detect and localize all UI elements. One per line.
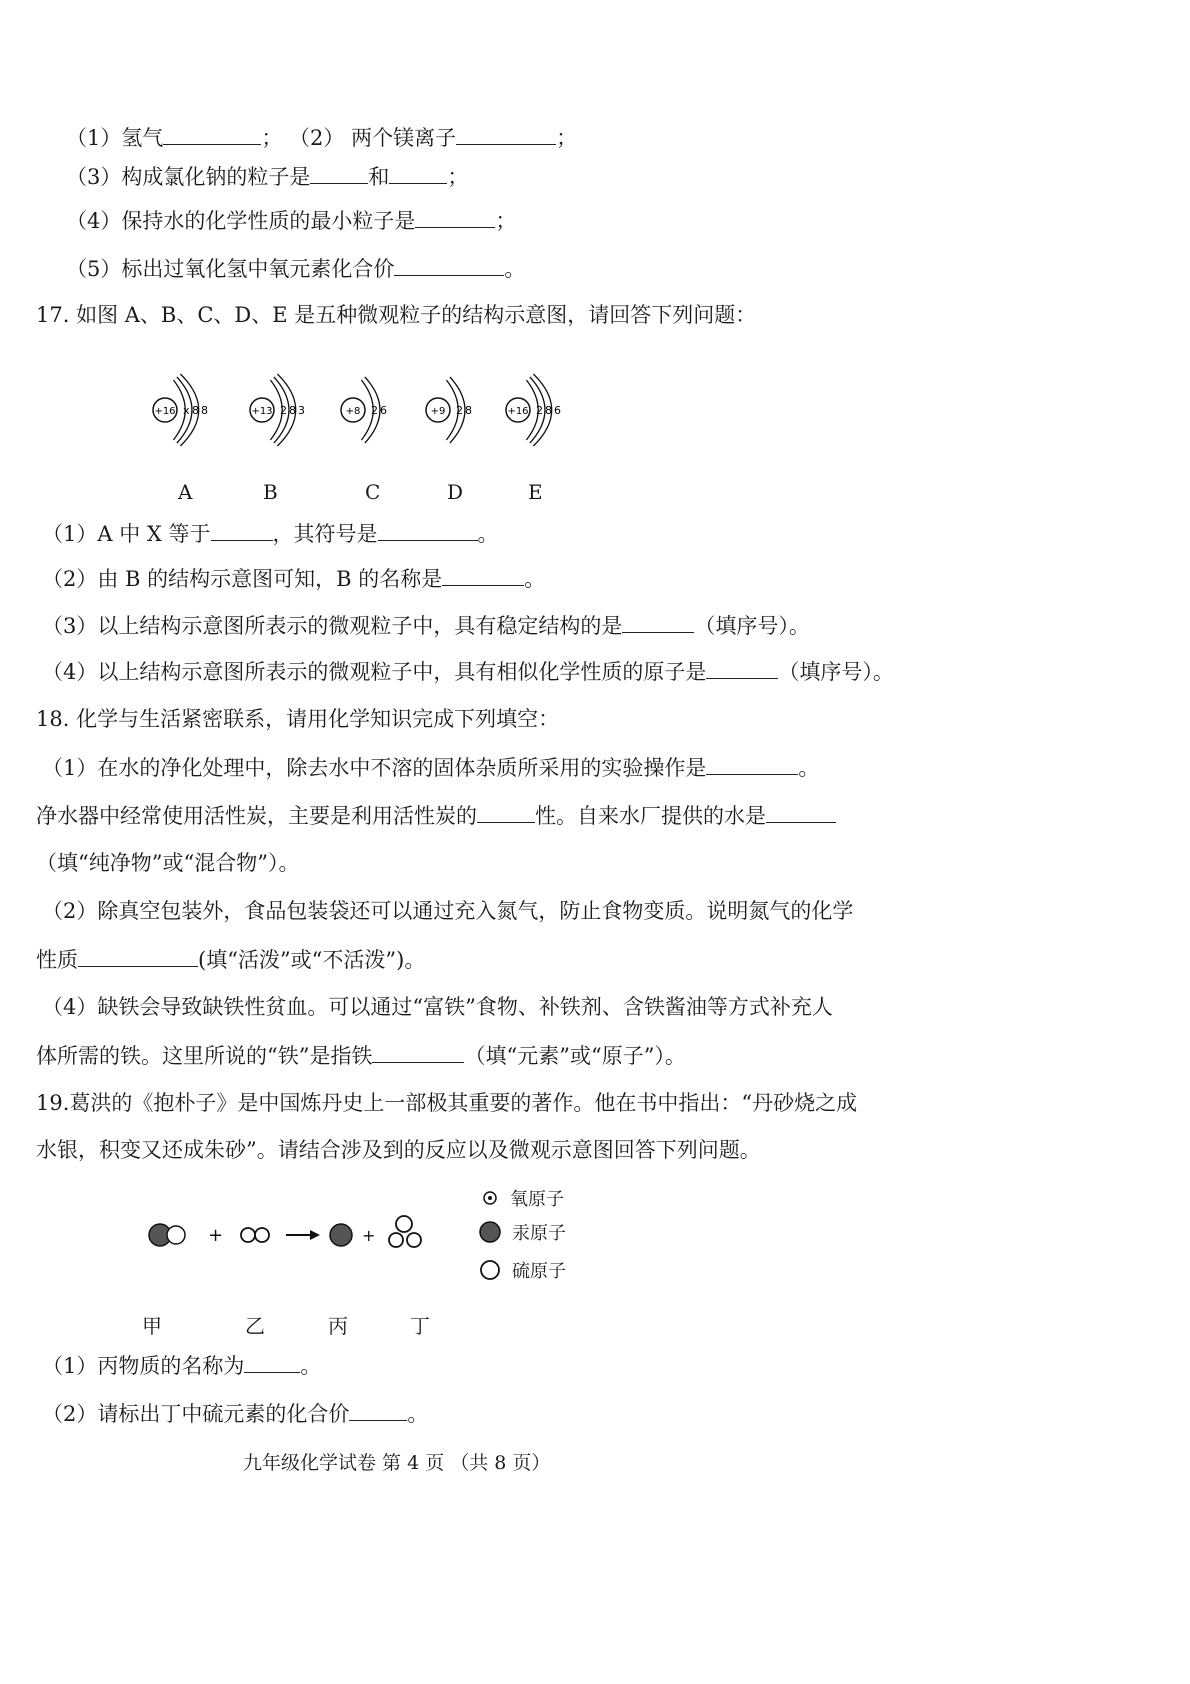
atom-label-e: E — [528, 480, 543, 504]
nucleus-charge: +16 — [154, 406, 176, 417]
electron-count: 2 — [456, 404, 463, 417]
answer-blank[interactable] — [706, 656, 778, 679]
atom-diagram-d — [426, 377, 472, 443]
answer-blank[interactable] — [389, 161, 447, 184]
sulfur-atom — [241, 1228, 255, 1242]
sulfur-atom — [396, 1216, 412, 1232]
atom-label-a: A — [178, 480, 193, 504]
answer-blank[interactable] — [378, 518, 478, 541]
answer-blank[interactable] — [442, 563, 524, 586]
q17-part-4: （4）以上结构示意图所表示的微观粒子中，具有相似化学性质的原子是 （填序号）。 — [42, 656, 894, 687]
atom-structure-diagrams — [0, 355, 1190, 475]
atom-label-d: D — [447, 480, 464, 504]
legend-sulfur: 硫原子 — [478, 1257, 566, 1283]
q18-part-2: （2）除真空包装外，食品包装袋还可以通过充入氮气，防止食物变质。说明氮气的化学 — [42, 899, 854, 923]
answer-blank[interactable] — [310, 161, 368, 184]
electron-count: 6 — [380, 404, 387, 417]
q17-part-1: （1）A 中 X 等于 ，其符号是 。 — [42, 518, 499, 549]
answer-blank[interactable] — [477, 800, 535, 823]
answer-blank[interactable] — [766, 800, 836, 823]
q18-part-2-cont: 性质 (填“活泼”或“不活泼”)。 — [36, 944, 425, 975]
reaction-microscopic-diagram — [0, 1180, 1190, 1300]
mercury-atom — [330, 1224, 352, 1246]
answer-blank[interactable] — [394, 253, 504, 276]
q19-stem-line-2: 水银，积变又还成朱砂”。请结合涉及到的反应以及微观示意图回答下列问题。 — [36, 1138, 761, 1162]
answer-blank[interactable] — [706, 752, 798, 775]
q19-part-1: （1）丙物质的名称为 。 — [42, 1350, 321, 1381]
electron-count: 8 — [192, 404, 199, 417]
q19-stem-line-1: 19.葛洪的《抱朴子》是中国炼丹史上一部极其重要的著作。他在书中指出：“丹砂烧之成 — [36, 1091, 858, 1115]
q17-stem: 17. 如图 A、B、C、D、E 是五种微观粒子的结构示意图，请回答下列问题： — [36, 303, 757, 327]
answer-blank[interactable] — [415, 205, 495, 228]
molecule-label-jia: 甲 — [142, 1314, 162, 1338]
q18-part-1-hint: （填“纯净物”或“混合物”）。 — [36, 851, 300, 875]
answer-blank[interactable] — [163, 122, 261, 145]
nucleus-charge: +9 — [430, 406, 446, 417]
electron-count: 2 — [280, 404, 287, 417]
mercury-legend-icon — [480, 1222, 500, 1242]
oxygen-atom — [167, 1226, 185, 1244]
q16-line-3: （3）构成氯化钠的粒子是 和 ； — [66, 161, 468, 192]
nucleus-charge: +8 — [345, 406, 361, 417]
plus-sign: + — [208, 1225, 224, 1246]
page-footer: 九年级化学试卷 第 4 页 （共 8 页） — [243, 1452, 551, 1474]
answer-blank[interactable] — [211, 518, 273, 541]
atom-label-b: B — [263, 480, 278, 504]
atom-diagram-e — [506, 374, 561, 446]
atom-diagram-c — [341, 377, 387, 443]
answer-blank[interactable] — [78, 944, 198, 967]
q17-part-3: （3）以上结构示意图所表示的微观粒子中，具有稳定结构的是 （填序号）。 — [42, 610, 810, 641]
legend-mercury: 汞原子 — [478, 1219, 566, 1245]
electron-count: 3 — [298, 404, 305, 417]
answer-blank[interactable] — [372, 1040, 464, 1063]
q16-line-4: （4）保持水的化学性质的最小粒子是 ； — [66, 205, 516, 236]
q18-stem: 18. 化学与生活紧密联系，请用化学知识完成下列填空： — [36, 707, 560, 731]
nucleus-charge: +16 — [507, 406, 529, 417]
q19-part-2: （2）请标出丁中硫元素的化合价 。 — [42, 1398, 428, 1429]
oxygen-atom — [407, 1233, 421, 1247]
answer-blank[interactable] — [349, 1398, 407, 1421]
oxygen-atom — [389, 1233, 403, 1247]
legend-oxygen: 氧原子 — [480, 1185, 564, 1211]
sulfur-atom — [255, 1228, 269, 1242]
electron-count: 2 — [371, 404, 378, 417]
q18-part-1: （1）在水的净化处理中，除去水中不溶的固体杂质所采用的实验操作是 。 — [42, 752, 819, 783]
sulfur-legend-icon — [481, 1261, 499, 1279]
q18-part-4: （4）缺铁会导致缺铁性贫血。可以通过“富铁”食物、补铁剂、含铁酱油等方式补充人 — [42, 995, 833, 1019]
atom-label-c: C — [365, 480, 381, 504]
electron-count: 8 — [289, 404, 296, 417]
electron-count: 2 — [536, 404, 543, 417]
electron-count: 8 — [545, 404, 552, 417]
answer-blank[interactable] — [244, 1350, 300, 1373]
plus-sign: + — [362, 1226, 376, 1245]
atom-diagram-b — [250, 374, 305, 446]
q17-part-2: （2）由 B 的结构示意图可知，B 的名称是 。 — [42, 563, 545, 594]
electron-count: 6 — [554, 404, 561, 417]
q18-part-1-cont: 净水器中经常使用活性炭，主要是利用活性炭的 性。自来水厂提供的水是 — [36, 800, 836, 831]
molecule-label-ding: 丁 — [410, 1314, 430, 1338]
q18-part-4-cont: 体所需的铁。这里所说的“铁”是指铁 （填“元素”或“原子”）。 — [36, 1040, 686, 1071]
arrow-head — [310, 1230, 320, 1240]
atom-diagram-a — [153, 374, 208, 446]
electron-count: x — [183, 404, 190, 417]
q16-line-1: （1）氢气 ； （2） 两个镁离子 ； — [66, 122, 577, 153]
nucleus-charge: +13 — [251, 406, 273, 417]
molecule-label-yi: 乙 — [245, 1314, 265, 1338]
electron-count: 8 — [465, 404, 472, 417]
answer-blank[interactable] — [622, 610, 694, 633]
electron-count: 8 — [201, 404, 208, 417]
molecule-label-bing: 丙 — [328, 1314, 348, 1338]
answer-blank[interactable] — [456, 122, 556, 145]
q16-line-5: （5）标出过氧化氢中氧元素化合价 。 — [66, 253, 525, 284]
